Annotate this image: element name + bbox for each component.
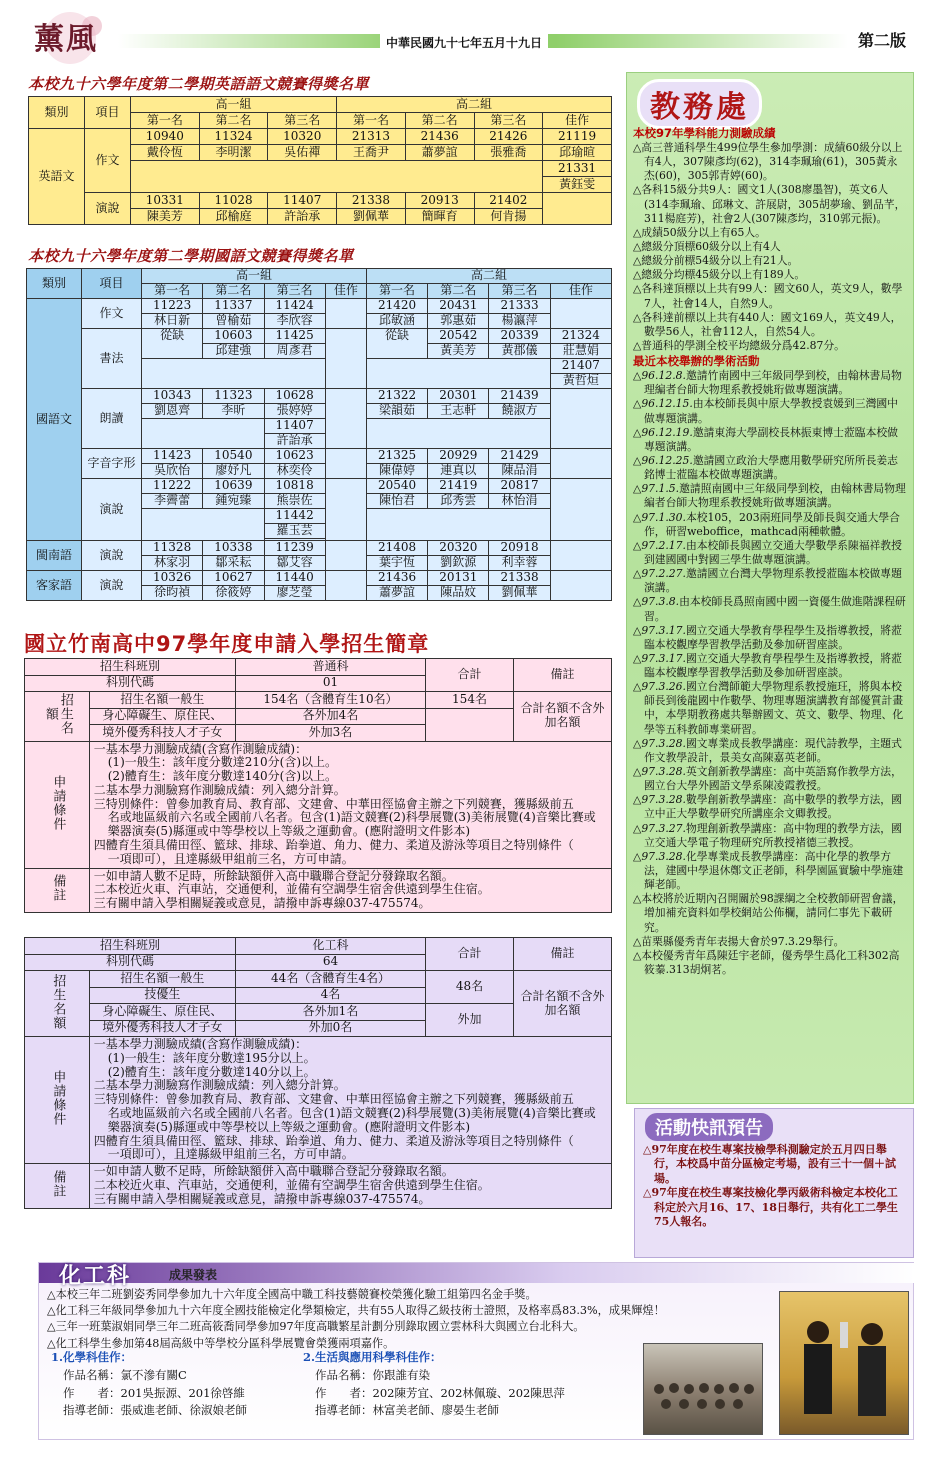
- events-list: △97年度在校生專案技檢學科測驗定於五月四日舉行，本校爲中苗分區檢定考場，設有三十一個＋試場。 △97年度在校生專案技檢化學丙級術科檢定本校化工科定於六月16、17、18日舉行，共有化工二學生75人報名。: [643, 1143, 898, 1229]
- events-title: 活動快訊預告: [645, 1113, 773, 1141]
- col-category: 類別: [29, 97, 85, 129]
- chem-dept-section: [38, 1262, 914, 1440]
- award-photo: [779, 1291, 909, 1435]
- activities-heading: 最近本校舉辦的學術活動: [633, 354, 760, 369]
- award-photo-icon: [780, 1292, 910, 1436]
- test-scores-list: △高三普通科學生499位學生參加學測：成績60級分以上有4人，307陳彥均(62)，314李珮瑜(61)，305黃永杰(60)，305郭青婷(60)。 △各科15級分共9人：國文1人(308廖墨智)，英文6人(314李珮瑜、邱琳文、許展尉，305胡夢瑜、劉品芊，311楊庭芳)，社會2人(307陳彥均，310郭元振)。 △成績50級分以上有65人。 △總級分頂標60級分以上有4人 △總級分前標54級分以上有21人。 △總級分均標45級分以上有189人。 △各科達頂標以上共有99人：國文60人，英文9人，數學7人，社會14人，自然9人。 △各科達前標以上共有440人：國文169人，英文49人，數學56人，社會112人，自然54人。 △普通科的學測全校平均總級分爲42.87分。: [633, 141, 906, 352]
- chem-conditions: 一基本學力測驗成績(含寫作測驗成績)： (1)一般生：該年度分數達195分以上。 (2)體育生：該年度分數達140分以上。 二基本學力測驗寫作測驗成績：列入總分計算。 三特別條件：曾參加教育局、教育部、文建會、中華田徑協會主辦之下列競賽，獲縣級前五 名或地區級前六名或全國前八名者。包含(1)語文競賽(2)科學展覽(3)美術展覽(4)音樂比賽或 樂器演奏(5)縣運或中等學校以上等級之運動會。(應附證明文件影本) 四體育生須具備田徑、籃球、排球、跆拳道、角力、健力、柔道及游泳等項目之特別條件（ 一項即可），且達縣級甲組前三名，方可申請。: [89, 1037, 611, 1164]
- test-scores-heading: 本校97年學科能力測驗成績: [633, 126, 776, 140]
- chem-dept-news: △本校三年二班劉姿秀同學參加九十六年度全國高中職工科技藝競賽校榮獲化驗工組第四名金手獎。 △化工科三年級同學參加九十六年度全國技能檢定化學類檢定，共有55人取得乙級技術士證照，及格率爲83.3%，成果輝煌！ △三年一班葉淑娟同學三年二班高筱喬同學參加97年度高職繁星計劃分別錄取國立雲林科大與國立台北科大。 △化工科學生參加第48屆高級中等學校分區科學展覽會榮獲兩項嘉作。: [47, 1288, 665, 1350]
- academic-title: 教務處: [637, 79, 762, 129]
- academic-panel: [626, 72, 914, 1104]
- chem-admission-table: 招生科班別 化工科 合計 備註 科別代碼 64 招生名額 招生名額一般生 44名（含體育生4名） 48名 合計名額不含外加名額 技優生 4名 身心障礙生、原住民、 各外加1名 外加 境外優秀科技人才子女 外加0名 申請條件 一基本學力測驗成績(含寫作測驗成績)： (1)一般生：該年度分數達195分以上。 (2)體育生：該年度分數達140分以上。 二基本學力測驗寫作測驗成績：列入總分計算。 三特別條件：曾參加教育局、教育部、文建會、中華田徑協會主辦之下列競賽，獲縣級前五 名或地區級前六名或全國前八名者。包含(1)語文競賽(2)科學展覽(3)美術展覽(4)音樂比賽或 樂器演奏(5)縣運或中等學校以上等級之運動會。(應附證明文件影本) 四體育生須具備田徑、籃球、排球、跆拳道、角力、健力、柔道及游泳等項目之特別條件（ 一項即可），且達縣級甲組前三名，方可申請。 備註 一如申請人數不足時，所餘缺額併入高中職聯合登記分發錄取名額。 二本校近火車、汽車站，交通便利，並備有空調學生宿舍供遠到學生住宿。 三有關申請入學相關疑義或意見，請撥申訴專線037-475574。: [24, 937, 612, 1209]
- chem-remarks: 一如申請人數不足時，所餘缺額併入高中職聯合登記分發錄取名額。 二本校近火車、汽車站，交通便利，並備有空調學生宿舍供遠到學生住宿。 三有關申請入學相關疑義或意見，請撥申訴專線037-475574。: [89, 1164, 611, 1208]
- logo-text: 薰風: [34, 22, 98, 57]
- academic-body: [633, 125, 907, 977]
- work-1: 1.化學科佳作： 作品名稱：氯不滲有關C 作 者：201吳振源、201徐啓維 指導老師：張威進老師、徐淑娘老師: [51, 1350, 247, 1418]
- english-contest-title: 本校九十六學年度第二學期英語語文競賽得獎名單: [28, 75, 370, 93]
- chem-dept-title: 化工科: [59, 1264, 132, 1289]
- group-photo: [643, 1343, 763, 1435]
- events-panel: [634, 1108, 914, 1258]
- page-number: 第二版: [858, 31, 907, 50]
- chem-dept-subtitle: 成果發表: [169, 1268, 218, 1282]
- chinese-contest-title: 本校九十六學年度第二學期國語文競賽得獎名單: [28, 247, 354, 265]
- masthead-logo: [30, 6, 110, 64]
- work-2: 2.生活與應用科學科佳作： 作品名稱：你跟誰有染 作 者：202陳芳宜、202林佩璇、202陳思萍 指導老師：林富美老師、廖晏生老師: [303, 1350, 565, 1418]
- admission-title: 國立竹南高中97學年度申請入學招生簡章: [24, 632, 430, 656]
- chinese-results-table: 類別 項目 高一組 高二組 第一名 第二名 第三名 佳作 第一名 第二名 第三名 佳作 國語文 作文 11223 11337 11424 21420 20431 21333 林日新 曾榆茹 李欣容 邱敏涵 郭惠茹 楊瀛萍 書法 從缺 10603 11425 從缺 20542 20339 21324 邱建強 周彥君 黃美芳 黃郡儀 莊慧娟 21407 黃哲烜 朗讀 10343 11323 10628 21322 20301 21439 劉恩齊 李昕 張婷婷 梁韻茹 王志軒 饒淑方 11407 許詒承 字音字形 11423 10540 10623 21325 20929 21429 吳欣怡 廖妤凡 林奕伶 陳偉婷 連真以 陳品涓 演說 11222 10639 10818 20540 21419 20817 李霽蕾 鍾宛臻 熊崇佐 陳怡君 邱秀雲 林怡涓 11442 羅玉芸 閩南語 演說 11328 10338 11239 21408 20320 20918 林家羽 鄒采耘 鄒艾容 葉宇恆 劉欽源 利幸蓉 客家語 演說 10326 10627 11440 21436 20131 21338 徐昀禎 徐筱婷 廖芝瑩 蕭夢誼 陳品妏 劉佩華: [26, 268, 612, 601]
- english-results-table: 類別 項目 高一組 高二組 第一名 第二名 第三名 第一名 第二名 第三名 佳作 英語文 作文 10940 11324 10320 21313 21436 21426 21119 戴伶恆 李明潔 吳佑禪 王喬尹 蕭夢誼 張雅喬 邱瑜暄 21331 黃鈺雯 演說 10331 11028 11407 21338 20913 21402 陳美芳 邱榆庭 許詒承 劉佩華 簡暉育 何肯揚: [28, 96, 612, 225]
- general-conditions: 一基本學力測驗成績(含寫作測驗成績)： (1)一般生：該年度分數達210分(含)以上。 (2)體育生：該年度分數達140分(含)以上。 二基本學力測驗寫作測驗成績：列入總分計算。 三特別條件：曾參加教育局、教育部、文建會、中華田徑協會主辦之下列競賽，獲縣級前五 名或地區級前六名或全國前八名者。包含(1)語文競賽(2)科學展覽(3)美術展覽(4)音樂比賽或 樂器演奏(5)縣運或中等學校以上等級之運動會。(應附證明文件影本) 四體育生須具備田徑、籃球、排球、跆拳道、角力、健力、柔道及游泳等項目之特別條件（ 一項即可），且達縣級甲組前三名，方可申請。: [89, 741, 611, 868]
- group-photo-icon: [644, 1344, 764, 1436]
- activities-list: △96.12.8.邀請竹南國中三年級同學到校，由翰林書局物理編者台師大物理系教授姚珩做專題演講。 △96.12.15.由本校師長與中原大學教授袁媛到三灣國中做專題演講。 △96.12.19.邀請東海大學副校長林振東博士蒞臨本校做專題演講。 △96.12.25.邀請國立政治大學應用數學研究所所長姜志銘博士蒞臨本校做專題演講。 △97.1.5.邀請照南國中三年級同學到校，由翰林書局物理編者台師大物理系教授姚珩做專題演講。 △97.1.30.本校105，203兩班同學及師長與交通大學合作，研習weboffice，mathcad兩種軟體。 △97.2.17.由本校師長與國立交通大學數學系陳福祥教授到建國國中對國三學生做專題演講。 △97.2.27.邀請國立台灣大學物理系教授蒞臨本校做專題演講。 △97.3.8.由本校師長爲照南國中國一資優生做進階課程研習。 △97.3.17.國立交通大學教育學程學生及指導教授，將蒞臨本校觀摩學習教學活動及參加研習座談。 △97.3.17.國立交通大學教育學程學生及指導教授，將蒞臨本校觀摩學習教學活動及參加研習座談。 △97.3.26.國立台灣師範大學物理系教授施玨，將與本校師長到後龍國中作數學、物理專題演講教育部優質計畫中，本學期教務處共舉辦國文、英文、數學、物理、化學等五科教師專業研習。 △97.3.28.國文專業成長教學講座：現代詩教學，主題式作文教學設計，景美女高陳嘉英老師。 △97.3.28.英文創新教學講座：高中英語寫作教學方法，國立台大學外國語文學系陳凌霞教授。 △97.3.28.數學創新教學講座：高中數學的教學方法，國立中正大學數學研究所講座余文卿教授。 △97.3.27.物理創新教學講座：高中物理的教學方法，國立交通大學電子物理研究所教授褚德三教授。 △97.3.28.化學專業成長教學講座：高中化學的教學方法，建國中學退休鄭文正老師，科學園區實驗中學施建輝老師。 △本校將於近期內召開關於98課綱之全校教師研習會議，增加補充資料如學校網站公佈欄，請同仁事先下載研究。 △苗栗縣優秀青年表揚大會於97.3.29舉行。 △本校優秀青年爲陳廷宇老師，優秀學生爲化工科302高筱蓁.313胡炯茗。: [633, 369, 906, 977]
- header-date: 中華民國九十七年五月十九日: [380, 34, 548, 51]
- general-admission-table: 招生科班別 普通科 合計 備註 科別代碼 01 招生名額 招生名額一般生 154名（含體育生10名） 154名 合計名額不含外加名額 身心障礙生、原住民、 各外加4名 境外優秀科技人才子女 外加3名 申請條件 一基本學力測驗成績(含寫作測驗成績)： (1)一般生：該年度分數達210分(含)以上。 (2)體育生：該年度分數達140分(含)以上。 二基本學力測驗寫作測驗成績：列入總分計算。 三特別條件：曾參加教育局、教育部、文建會、中華田徑協會主辦之下列競賽，獲縣級前五 名或地區級前六名或全國前八名者。包含(1)語文競賽(2)科學展覽(3)美術展覽(4)音樂比賽或 樂器演奏(5)縣運或中等學校以上等級之運動會。(應附證明文件影本) 四體育生須具備田徑、籃球、排球、跆拳道、角力、健力、柔道及游泳等項目之特別條件（ 一項即可），且達縣級甲組前三名，方可申請。 備註 一如申請人數不足時，所餘缺額併入高中職聯合登記分發錄取名額。 二本校近火車、汽車站，交通便利，並備有空調學生宿舍供遠到學生住宿。 三有關申請入學相關疑義或意見，請撥申訴專線037-475574。: [24, 658, 612, 913]
- general-remarks: 一如申請人數不足時，所餘缺額併入高中職聯合登記分發錄取名額。 二本校近火車、汽車站，交通便利，並備有空調學生宿舍供遠到學生住宿。 三有關申請入學相關疑義或意見，請撥申訴專線037-475574。: [89, 868, 611, 912]
